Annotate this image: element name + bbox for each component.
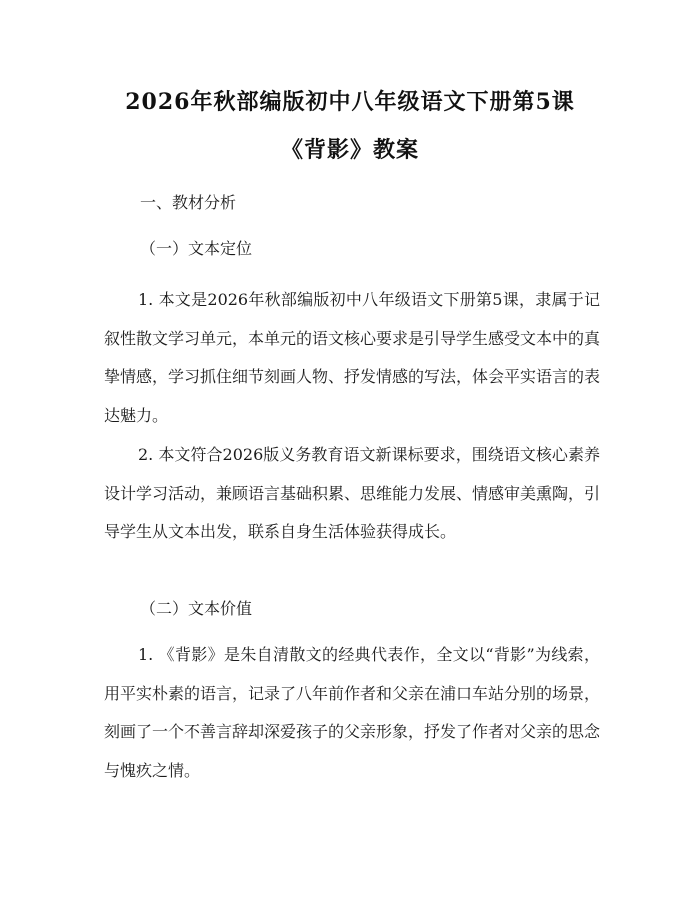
subsection-heading-text-positioning: （一）文本定位 (140, 239, 253, 258)
subsection-heading-text-value: （二）文本价值 (140, 599, 253, 618)
paragraph-1: 1. 本文是2026年秋部编版初中八年级语文下册第5课，隶属于记叙性散文学习单元，本单元的语文核心要求是引导学生感受文本中的真挚情感，学习抓住细节刻画人物、抒发情感的写法，体会平实语言的表达魅力。 (104, 290, 601, 426)
section-heading-teaching-material-analysis: 一、教材分析 (140, 193, 237, 212)
paragraph-3: 1. 《背影》是朱自清散文的经典代表作，全文以“背影”为线索，用平实朴素的语言，记录了八年前作者和父亲在浦口车站分别的场景，刻画了一个不善言辞却深爱孩子的父亲形象，抒发了作者对父亲的思念与愧疚之情。 (104, 645, 601, 781)
document-title-line-1: 2026年秋部编版初中八年级语文下册第5课 (125, 89, 575, 115)
document-title-line-2: 《背影》教案 (280, 137, 419, 163)
paragraph-2: 2. 本文符合2026版义务教育语文新课标要求，围绕语文核心素养设计学习活动，兼顾语言基础积累、思维能力发展、情感审美熏陶，引导学生从文本出发，联系自身生活体验获得成长。 (104, 445, 601, 542)
